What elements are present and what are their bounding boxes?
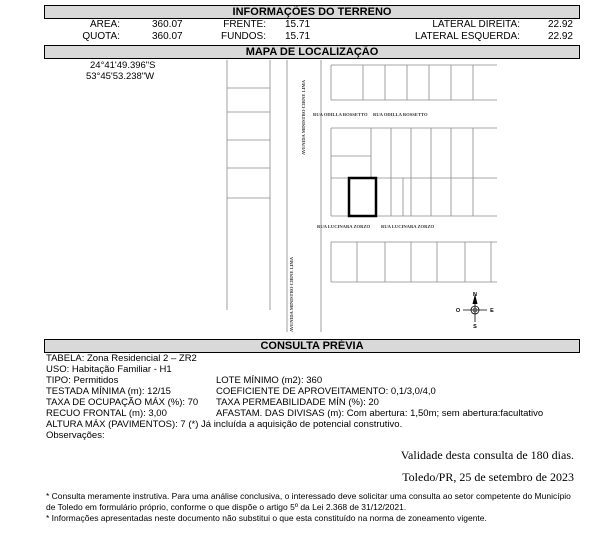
compass-o: O — [455, 308, 461, 314]
altura-maxima: ALTURA MÁX (PAVIMENTOS): 7 (*) Já incluída a aquisição de potencial construtivo. — [46, 419, 403, 430]
lateral-esquerda-label: LATERAL ESQUERDA: — [414, 31, 520, 42]
afastamento-divisas: AFASTAM. DAS DIVISAS (m): Com abertura: 1,50m; sem abertura:facultativo — [216, 408, 544, 419]
latitude: 24°41'49.396"S — [90, 60, 156, 71]
longitude: 53°45'53.238"W — [86, 71, 155, 82]
data-local: Toledo/PR, 25 de setembro de 2023 — [402, 470, 574, 484]
taxa-ocupacao: TAXA DE OCUPAÇÃO MÁX (%): 70 — [46, 397, 199, 408]
fundos-value: 15.71 — [285, 31, 311, 42]
taxa-permeabilidade: TAXA PERMEABILIDADE MÍN (%): 20 — [216, 397, 379, 408]
uso: USO: Habitação Familiar - H1 — [46, 364, 172, 375]
nota-1: * Consulta meramente instrutiva. Para uma análise conclusiva, o interessado deve solicitar uma consulta ao setor competente do Município de Toledo em formulário próprio, conforme o que dispõe o artigo 5º da Lei 2.368 de 31/12/2021. — [46, 491, 571, 512]
nota-2: * Informações apresentadas neste documento não substitui o que esta constituído na norma de zoneamento vigente. — [46, 513, 487, 523]
fundos-label: FUNDOS: — [221, 31, 266, 42]
compass-n: N — [473, 292, 477, 298]
lateral-direita-label: LATERAL DIREITA: — [432, 19, 520, 30]
area-value: 360.07 — [152, 19, 183, 30]
quota-label: QUOTA: — [82, 31, 120, 42]
recuo-frontal: RECUO FRONTAL (m): 3,00 — [46, 408, 167, 419]
lateral-direita-value: 22.92 — [547, 19, 573, 30]
observacoes: Observações: — [46, 430, 105, 441]
street-label-odilla-2: RUA ODILLA ROSSETTO — [373, 112, 428, 117]
frente-value: 15.71 — [285, 19, 311, 30]
validade: Validade desta consulta de 180 dias. — [400, 448, 574, 462]
area-label: ÁREA: — [89, 19, 120, 30]
tabela: TABELA: Zona Residencial 2 – ZR2 — [46, 353, 197, 364]
tipo: TIPO: Permitidos — [46, 375, 119, 386]
lote-minimo: LOTE MÍNIMO (m2): 360 — [216, 375, 323, 386]
lateral-esquerda-value: 22.92 — [547, 31, 573, 42]
coeficiente: COEFICIENTE DE APROVEITAMENTO: 0,1/3,0/4,0 — [216, 386, 436, 397]
consulta-header: CONSULTA PRÉVIA — [44, 339, 580, 353]
street-label-odilla-1: RUA ODILLA ROSSETTO — [313, 112, 368, 117]
street-label-avenida-top: AVENIDA MINISTRO CIRNE LIMA — [301, 79, 306, 155]
street-label-avenida-bottom: AVENIDA MINISTRO CIRNE LIMA — [289, 256, 294, 332]
mapa-header: MAPA DE LOCALIZAÇÃO — [44, 45, 580, 59]
location-map — [225, 60, 500, 332]
compass-s: S — [473, 324, 477, 330]
testada-minima: TESTADA MÍNIMA (m): 12/15 — [46, 386, 171, 397]
quota-value: 360.07 — [152, 31, 183, 42]
street-label-lucinara-1: RUA LUCINARA ZORZO — [317, 224, 371, 229]
compass-rose-icon — [456, 292, 494, 330]
terreno-header: INFORMAÇÕES DO TERRENO — [44, 5, 580, 19]
selected-lot — [349, 178, 376, 216]
frente-label: FRENTE: — [223, 19, 266, 30]
compass-e: E — [490, 308, 494, 314]
street-label-lucinara-2: RUA LUCINARA ZORZO — [381, 224, 435, 229]
